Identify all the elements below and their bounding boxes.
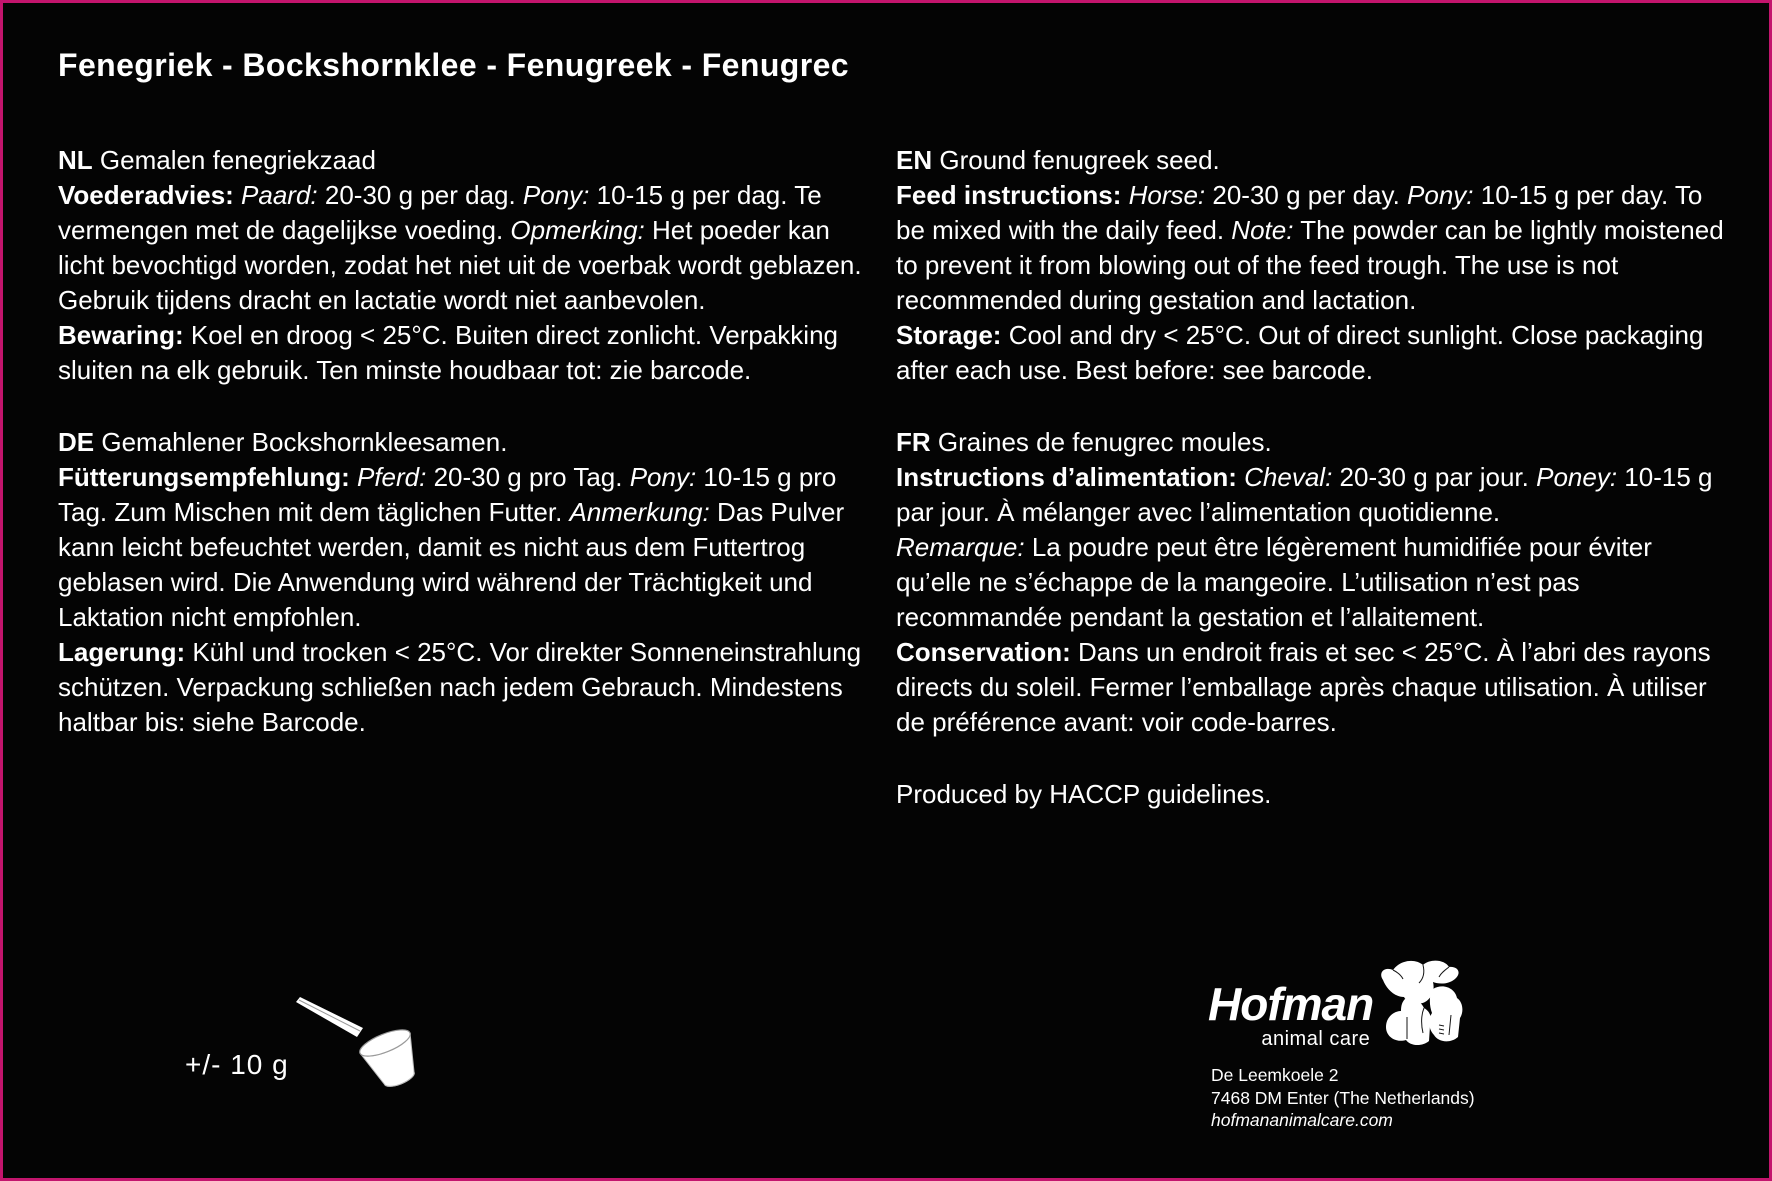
- brand-block: [1208, 955, 1475, 1132]
- brand-logo-text: [1208, 955, 1373, 1051]
- brand-tagline: animal care: [1261, 1028, 1371, 1050]
- section-de: DE Gemahlener Bockshornkleesamen. Fütterungsempfehlung: Pferd: 20-30 g pro Tag. Pony: 10-15 g pro Tag. Zum Mischen mit dem täglichen Futter. Anmerkung: Das Pulver kann leicht befeuchtet werden, damit es nicht aus dem Futtertrog geblasen wird. Die Anwendung wird während der Trächtigkeit und Laktation nicht empfohlen. Lagerung: Kühl und trocken < 25°C. Vor direkter Sonneneinstrahlung schützen. Verpackung schließen nach jedem Gebrauch. Mindestens haltbar bis: siehe Barcode.: [58, 427, 862, 737]
- section-en: EN Ground fenugreek seed. Feed instructions: Horse: 20-30 g per day. Pony: 10-15 g per day. To be mixed with the daily feed. Note: The powder can be lightly moistened to prevent it from blowing out of the feed trough. The use is not recommended during gestation and lactation. Storage: Cool and dry < 25°C. Out of direct sunlight. Close packaging after each use. Best before: see barcode.: [896, 145, 1724, 385]
- section-nl: NL Gemalen fenegriekzaad Voederadvies: Paard: 20-30 g per dag. Pony: 10-15 g per dag. Te vermengen met de dagelijkse voeding. Opmerking: Het poeder kan licht bevochtigd worden, zodat het niet uit de voerbak wordt geblazen. Gebruik tijdens dracht en lactatie wordt niet aanbevolen. Bewaring: Koel en droog < 25°C. Buiten direct zonlicht. Verpakking sluiten na elk gebruik. Ten minste houdbaar tot: zie barcode.: [58, 145, 862, 385]
- column-right: [896, 143, 1730, 812]
- haccp-note: Produced by HACCP guidelines.: [896, 779, 1272, 809]
- brand-name: Hofman: [1208, 978, 1374, 1030]
- brand-address-line2: 7468 DM Enter (The Netherlands): [1211, 1087, 1475, 1108]
- brand-address-line1: De Leemkoele 2: [1211, 1065, 1339, 1085]
- scoop-weight-label: +/- 10 g: [185, 1049, 289, 1080]
- scoop-figure: [181, 983, 481, 1098]
- measuring-scoop-icon: [281, 983, 471, 1098]
- page-title: Fenegriek - Bockshornklee - Fenugreek - Fenugrec: [58, 47, 849, 83]
- brand-logo: [1208, 955, 1475, 1051]
- column-left: [58, 143, 866, 812]
- brand-address: [1211, 1064, 1475, 1132]
- section-fr: FR Graines de fenugrec moules. Instructions d’alimentation: Cheval: 20-30 g par jour. Poney: 10-15 g par jour. À mélanger avec l’alimentation quotidienne. Remarque: La poudre peut être légèrement humidifiée pour éviter qu’elle ne s’échappe de la mangeoire. L’utilisation n’est pas recommandée pendant la gestation et l’allaitement. Conservation: Dans un endroit frais et sec < 25°C. À l’abri des rayons directs du soleil. Fermer l’emballage après chaque utilisation. À utiliser de préférence avant: voir code-barres.: [896, 427, 1713, 737]
- farm-animals-icon: [1377, 955, 1465, 1047]
- brand-website: hofmananimalcare.com: [1211, 1110, 1393, 1130]
- label-body: [58, 143, 1730, 812]
